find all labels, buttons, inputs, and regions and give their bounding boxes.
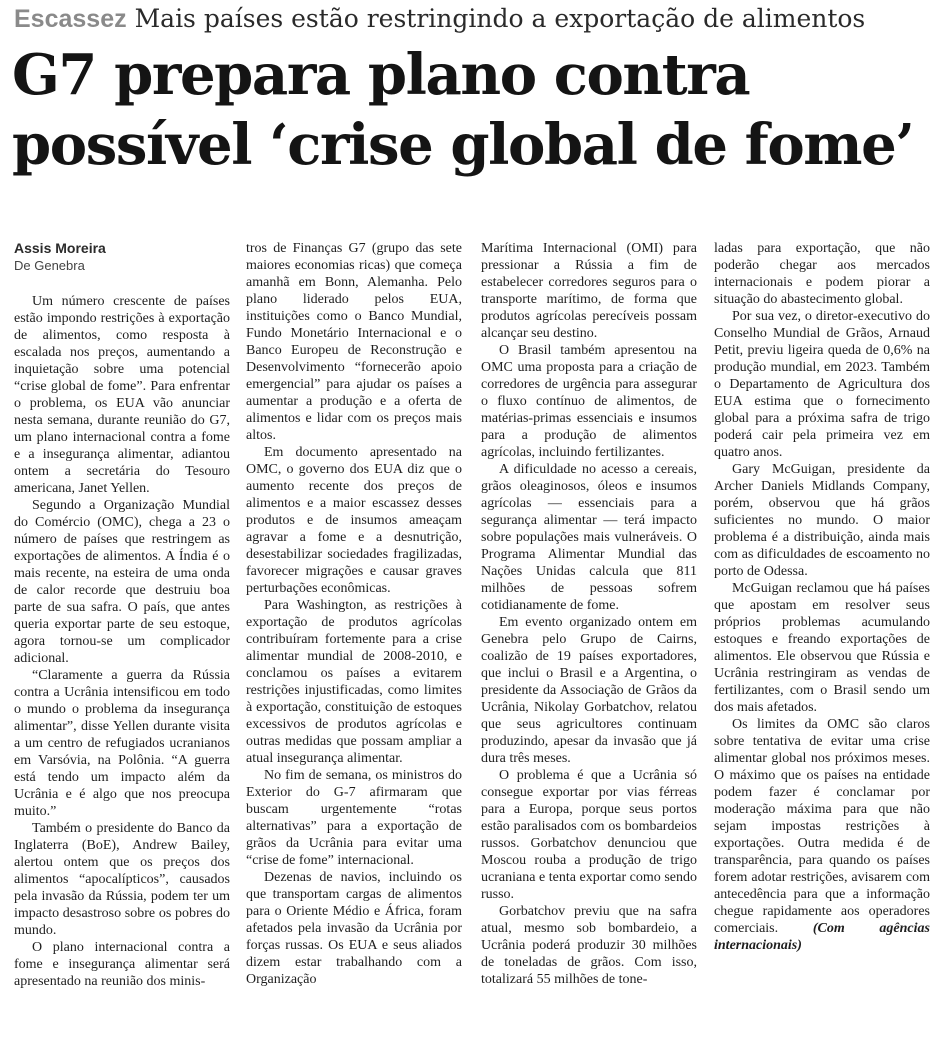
- paragraph: ladas para exportação, que não poderão chegar aos mercados internacionais e podem piorar a situação do abastecimento global.: [714, 241, 930, 307]
- paragraph: Gary McGuigan, presidente da Archer Daniels Midlands Company, porém, observou que há grãos suficientes no mundo. O maior problema é a distribuição, ainda mais com as dificuldades de escoamento no porto de Odessa.: [714, 462, 930, 579]
- article-column-4: [714, 240, 930, 1061]
- paragraph: tros de Finanças G7 (grupo das sete maiores economias ricas) que começa amanhã em Bonn, Alemanha. Pelo plano liderado pelos EUA, instituições como o Banco Mundial, Fundo Monetário Internacional e o Banco Europeu de Reconstrução e Desenvolvimento “fornecerão apoio emergencial” para ajudar os países a aumentar a produção e a oferta de alimentos e lidar com os preços mais altos.: [246, 241, 462, 443]
- paragraph: “Claramente a guerra da Rússia contra a Ucrânia intensificou em todo o mundo o problema da insegurança alimentar”, disse Yellen durante visita a um centro de refugiados ucranianos em Varsóvia, na Polônia. “A guerra está tendo um impacto além da Ucrânia e é algo que nos preocupa muito.”: [14, 668, 230, 819]
- kicker-text: Mais países estão restringindo a exportação de alimentos: [134, 4, 866, 33]
- paragraph: Para Washington, as restrições à exportação de produtos agrícolas contribuíram fortemente para a crise alimentar mundial de 2008-2010, e conclamou os países a evitarem restrições injustificadas, como limites à exportação, constituição de estoques excessivos de produtos agrícolas e outras medidas que possam ampliar a atual insegurança alimentar.: [246, 598, 462, 766]
- paragraph: Um número crescente de países estão impondo restrições à exportação de alimentos, como resposta à escalada nos preços, aumentando a inquietação sobre uma potencial “crise global de fome”. Para enfrentar o problema, os EUA vão anunciar nesta semana, durante reunião do G7, um plano internacional contra a fome e a insegurança alimentar, adiantou ontem a secretária do Tesouro americana, Janet Yellen.: [14, 294, 230, 496]
- paragraph: O plano internacional contra a fome e insegurança alimentar será apresentado na reunião dos minis-: [14, 940, 230, 989]
- paragraph: Também o presidente do Banco da Inglaterra (BoE), Andrew Bailey, alertou ontem que os preços dos alimentos “apocalípticos”, causados pela invasão da Rússia, podem ter um impacto desastroso sobre os pobres do mundo.: [14, 821, 230, 938]
- paragraph: Em evento organizado ontem em Genebra pelo Grupo de Cairns, coalizão de 19 países exportadores, que inclui o Brasil e a Argentina, o presidente da Associação de Grãos da Ucrânia, Nikolay Gorbatchov, relatou que seus agricultores continuam produzindo, apesar da invasão que já dura três meses.: [481, 615, 697, 766]
- paragraph: Por sua vez, o diretor-executivo do Conselho Mundial de Grãos, Arnaud Petit, previu ligeira queda de 0,6% na produção mundial, em 2023. Também o Departamento de Agricultura dos EUA estima que o fornecimento global para a próxima safra de trigo poderá cair pela primeira vez em quatro anos.: [714, 309, 930, 460]
- byline-author: Assis Moreira: [14, 240, 106, 256]
- paragraph: Em documento apresentado na OMC, o governo dos EUA diz que o aumento recente dos preços de alimentos e a maior escassez desses produtos e de insumos ameaçam agravar a fome e a desnutrição, desestabilizar sociedades fragilizadas, favorecer migrações e causar graves perturbações econômicas.: [246, 445, 462, 596]
- article-column-3: [481, 240, 697, 1061]
- paragraph: Segundo a Organização Mundial do Comércio (OMC), chega a 23 o número de países que restringem as exportações de alimentos. A Índia é o mais recente, na esteira de uma onda de calor recorde que destruiu boa parte de sua safra. O país, que antes queria exportar parte de seu estoque, agora tornou-se um complicador adicional.: [14, 498, 230, 666]
- paragraph: [714, 716, 930, 954]
- paragraph: A dificuldade no acesso a cereais, grãos oleaginosos, óleos e insumos agrícolas — essenciais para a segurança alimentar — terá impacto sobre populações mais vulneráveis. O Programa Alimentar Mundial das Nações Unidas calcula que 811 milhões de pessoas sofrem cotidianamente de fome.: [481, 462, 697, 613]
- paragraph: O Brasil também apresentou na OMC uma proposta para a criação de corredores de urgência para assegurar o fluxo contínuo de alimentos, de matérias-primas essenciais e insumos para a produção de alimentos agrícolas, incluindo fertilizantes.: [481, 343, 697, 460]
- byline: [14, 240, 234, 274]
- paragraph-text: Os limites da OMC são claros sobre tentativa de evitar uma crise alimentar global nos próximos meses. O máximo que os países na entidade podem fazer é conclamar por moderação máxima para que não sejam impostas restrições à exportações. Outra medida é de transparência, para quando os países forem adotar restrições, avisarem com antecedência para que a informação chegue rapidamente aos operadores comerciais.: [714, 717, 930, 936]
- byline-place: De Genebra: [14, 258, 85, 273]
- headline: [12, 40, 932, 180]
- paragraph: McGuigan reclamou que há países que apostam em resolver seus próprios problemas acumulando estoques e freando exportações de alimentos. Ele observou que Rússia e Ucrânia restringiram as vendas de fertilizantes, com o Brasil sendo um dos mais afetados.: [714, 581, 930, 715]
- headline-line-1: G7 prepara plano contra: [12, 42, 750, 108]
- headline-line-2: possível ‘crise global de fome’: [12, 112, 914, 178]
- article-column-2: [246, 240, 462, 1061]
- kicker: [14, 2, 934, 36]
- kicker-tag: Escassez: [14, 5, 127, 33]
- paragraph: O problema é que a Ucrânia só consegue exportar por vias férreas para a Europa, porque seus portos estão paralisados com os bombardeios russos. Gorbatchov denunciou que Moscou rouba a produção de trigo ucraniana e tenta exportar como sendo russo.: [481, 768, 697, 902]
- agency-credit: (Com agências internacionais): [714, 921, 930, 953]
- paragraph: No fim de semana, os ministros do Exterior do G-7 afirmaram que buscam urgentemente “rotas alternativas” para a exportação de grãos da Ucrânia para evitar uma “crise de fome” internacional.: [246, 768, 462, 868]
- paragraph: Dezenas de navios, incluindo os que transportam cargas de alimentos para o Oriente Médio e África, foram afetados pela invasão da Ucrânia por forças russas. Os EUA e seus aliados dizem estar trabalhando com a Organização: [246, 870, 462, 987]
- paragraph: Gorbatchov previu que na safra atual, mesmo sob bombardeio, a Ucrânia poderá produzir 30 milhões de toneladas de grãos. Com isso, totalizará 55 milhões de tone-: [481, 904, 697, 987]
- article-column-1: [14, 293, 230, 1061]
- paragraph: Marítima Internacional (OMI) para pressionar a Rússia a fim de estabelecer corredores seguros para o transporte marítimo, de forma que produtos agrícolas perecíveis possam alcançar seu destino.: [481, 241, 697, 341]
